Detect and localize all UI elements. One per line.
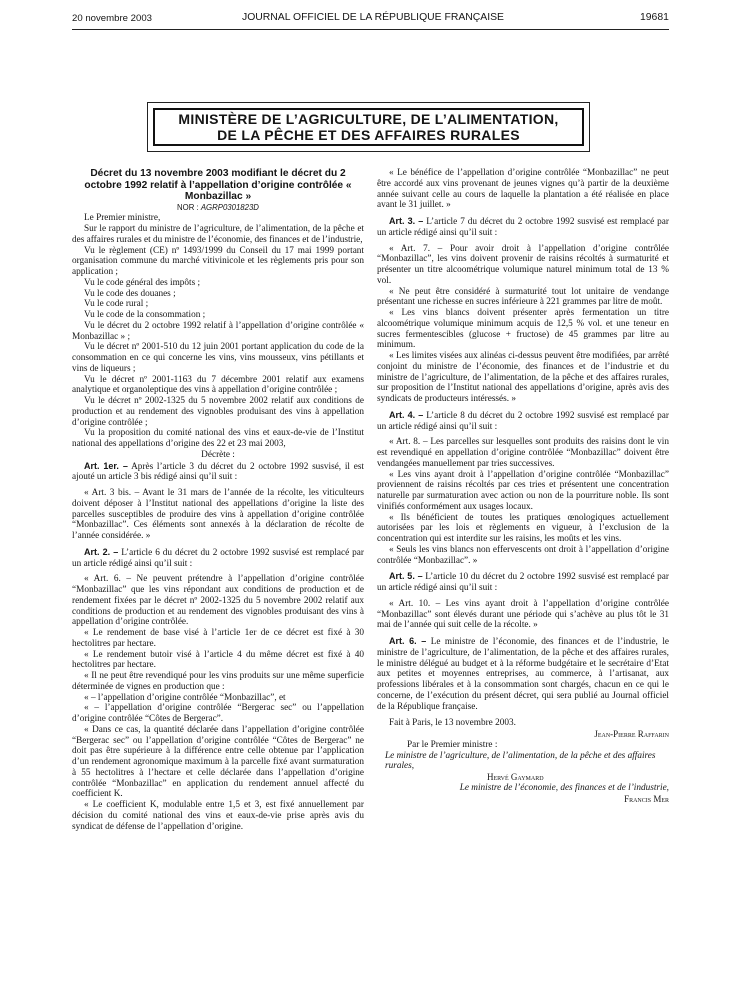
economy-minister-title: Le ministre de l’économie, des finances et de l’industrie, xyxy=(459,782,669,793)
intro-para: Vu le décret nº 2002-1325 du 5 novembre 2002 relatif aux conditions de production et au rendement des vignobles produisant des vins à appellation d’origine contrôlée ; xyxy=(72,396,364,428)
intro-para: Vu le décret nº 2001-510 du 12 juin 2001 portant application du code de la consommation en ce qui concerne les vins, vins mousseux, vins pétillants et vins de liqueurs ; xyxy=(72,342,364,374)
article-2-label: Art. 2. – xyxy=(84,546,119,557)
prime-minister-name: Jean-Pierre Raffarin xyxy=(594,729,669,739)
article-3-para: « Art. 7. – Pour avoir droit à l’appellation d’origine contrôlée “Monbazillac”, les vins doivent provenir de raisins récoltés à surmaturité et présenter un titre alcoométrique volumique naturel minimum total de 13 % vol. xyxy=(377,243,669,286)
intro-para: Vu le code des douanes ; xyxy=(84,288,176,299)
article-1-text: Après l’article 3 du décret du 2 octobre 1992 susvisé, il est ajouté un article 3 bis rédigé ainsi qu’il suit : xyxy=(72,461,364,483)
article-1-label: Art. 1er. – xyxy=(84,460,128,471)
header-page-number: 19681 xyxy=(640,12,669,23)
article-3-para: « Ne peut être considéré à surmaturité tout lot unitaire de vendange présentant une richesse en sucres inférieure à 221 grammes par litre de moût. xyxy=(377,286,669,308)
intro-para: Vu le décret du 2 octobre 1992 relatif à l’appellation d’origine contrôlée « Monbazillac » ; xyxy=(72,320,364,342)
article-1 xyxy=(72,461,364,484)
intro-para: Vu la proposition du comité national des vins et eaux-de-vie de l’Institut national des appellations d’origine des 22 et 23 mai 2003, xyxy=(72,428,364,449)
article-2-continuation: « Le bénéfice de l’appellation d’origine contrôlée “Monbazillac” ne peut être accordé aux vins provenant de jeunes vignes qu’à partir de la deuxième année suivant celle au cours de laquelle la plantation a été réalisée en place avant le 31 juillet. » xyxy=(377,168,669,211)
agriculture-minister-name: Hervé Gaymard xyxy=(487,772,544,782)
article-3-label: Art. 3. – xyxy=(389,216,424,226)
intro-para: Vu le code de la consommation ; xyxy=(84,310,206,320)
ministry-box xyxy=(147,102,590,152)
article-6-label: Art. 6. – xyxy=(389,636,427,646)
decrete-heading: Décrète : xyxy=(201,449,235,460)
page-header xyxy=(0,11,748,29)
economy-minister-name: Francis Mer xyxy=(624,793,669,804)
intro-para: Vu le décret nº 2001-1163 du 7 décembre 2001 relatif aux examens analytique et organoleptique des vins à appellation d’origine contrôlée ; xyxy=(72,374,364,396)
article-3-para: « Les vins blancs doivent présenter après fermentation un titre alcoométrique volumique minimum acquis de 12,5 % vol. et une teneur en sucres fermentescibles (glucose + fructose) de 45 grammes par litre au minimum. xyxy=(377,308,669,351)
article-4-para: « Seuls les vins blancs non effervescents ont droit à l’appellation d’origine contrôlée “Monbazillac”. » xyxy=(377,544,669,566)
article-2-para: « Le rendement butoir visé à l’article 4 du même décret est fixé à 40 hectolitres par hectare. xyxy=(72,649,364,671)
ministry-line-2: DE LA PÊCHE ET DES AFFAIRES RURALES xyxy=(217,127,520,143)
article-1-quote: « Art. 3 bis. – Avant le 31 mars de l’année de la récolte, les viticulteurs doivent déposer à l’Institut national des appellations d’origine la liste des parcelles susceptibles de produire des vins à appellation d’origine contrôlée “Monbazillac”. Ces éléments sont annexés à la déclaration de récolte de l’année considérée. » xyxy=(72,488,364,541)
article-4-para: « Ils bénéficient de toutes les pratiques œnologiques actuellement autorisées par les lois et règlements en vigueur, à l’exclusion de la concentration qui est interdite sur les raisins, les moûts et les vins. xyxy=(377,512,669,544)
nor-reference xyxy=(72,203,364,214)
article-2-para: « – l’appellation d’origine contrôlée “Monbazillac”, et xyxy=(84,692,286,703)
signed-place-date: Fait à Paris, le 13 novembre 2003. xyxy=(389,718,516,729)
nor-value: AGRP0301823D xyxy=(200,202,259,212)
article-5-quote: « Art. 10. – Les vins ayant droit à l’appellation d’origine contrôlée “Monbazillac” sont élevés durant une période qui s’achève au plus tôt le 31 mai de l’année qui suit celle de la récolte. » xyxy=(377,598,669,631)
article-4 xyxy=(377,410,669,433)
right-column xyxy=(377,168,669,804)
article-3 xyxy=(377,216,669,239)
article-4-label: Art. 4. – xyxy=(389,409,424,420)
article-2-para: « Le rendement de base visé à l’article 1er de ce décret est fixé à 30 hectolitres par hectare. xyxy=(72,628,364,649)
article-2-text: L’article 6 du décret du 2 octobre 1992 susvisé est remplacé par un article rédigé ainsi qu’il suit : xyxy=(72,547,364,569)
article-2-para: « Le coefficient K, modulable entre 1,5 et 3, est fixé annuellement par décision du comité national des vins et eaux-de-vie prise après avis du syndicat de défense de l’appellation d’origine. xyxy=(72,800,364,832)
intro-para: Le Premier ministre, xyxy=(84,213,161,224)
header-rule xyxy=(72,29,669,30)
article-2-para: « – l’appellation d’origine contrôlée “Bergerac sec” ou l’appellation d’origine contrôlée “Côtes de Bergerac”. xyxy=(72,703,364,724)
intro-para: Vu le règlement (CE) nº 1493/1999 du Conseil du 17 mai 1999 portant organisation commune du marché vitivinicole et les règlements pris pour son application ; xyxy=(72,245,364,277)
nor-label: NOR : xyxy=(177,202,201,212)
article-2-para: « Dans ce cas, la quantité déclarée dans l’appellation d’origine contrôlée “Bergerac sec” ou l’appellation d’origine contrôlée “Côtes de Bergerac” ne doit pas être supérieure à la différence entre celle obtenue par l’application d’un rendement agronomique maximum à la parcelle fixé avant surmaturation à 55 hectolitres à l’hectare et celle déclarée dans l’appellation d’origine contrôlée “Monbazillac” en application du rendement annuel affecté du coefficient K. xyxy=(72,724,364,800)
ministry-line-1: MINISTÈRE DE L’AGRICULTURE, DE L’ALIMENTATION, xyxy=(178,111,559,127)
signature-block xyxy=(377,718,669,804)
intro-para: Vu le code rural ; xyxy=(84,299,149,310)
article-2-para: « Art. 6. – Ne peuvent prétendre à l’appellation d’origine contrôlée “Monbazillac” que les vins répondant aux conditions de production et de rendement fixées par le décret nº 2002-1325 du 5 novembre 2002 relatif aux conditions de production et au rendement des vignobles produisant des vins à appellation d’origine contrôlée. xyxy=(72,574,364,628)
article-4-para: « Art. 8. – Les parcelles sur lesquelles sont produits des raisins dont le vin est revendiqué en appellation d’origine contrôlée “Monbazillac” doivent être vendangées manuellement par tries successives. xyxy=(377,437,669,469)
article-4-text: L’article 8 du décret du 2 octobre 1992 susvisé est remplacé par un article rédigé ainsi qu’il suit : xyxy=(377,410,669,432)
intro-para: Sur le rapport du ministre de l’agriculture, de l’alimentation, de la pêche et des affaires rurales et du ministre de l’économie, des finances et de l’industrie, xyxy=(72,224,364,245)
article-4-para: « Les vins ayant droit à l’appellation d’origine contrôlée “Monbazillac” proviennent de raisins récoltés par ces tries et présentent une concentration naturelle par surmaturation avec action ou non de la pourriture noble. Ils sont vinifiés conformément aux usages locaux. xyxy=(377,469,669,512)
header-date: 20 novembre 2003 xyxy=(72,13,153,24)
ministry-box-inner xyxy=(153,108,584,146)
article-2-para: « Il ne peut être revendiqué pour les vins produits sur une même superficie déterminée de vignes en production que : xyxy=(72,671,364,692)
article-5-text: L’article 10 du décret du 2 octobre 1992 susvisé est remplacé par un article rédigé ainsi qu’il suit : xyxy=(377,572,669,593)
article-6 xyxy=(377,636,669,712)
article-2 xyxy=(72,547,364,570)
article-3-text: L’article 7 du décret du 2 octobre 1992 susvisé est remplacé par un article rédigé ainsi qu’il suit : xyxy=(377,217,669,238)
intro-para: Vu le code général des impôts ; xyxy=(84,277,201,288)
agriculture-minister-title: Le ministre de l’agriculture, de l’alimentation, de la pêche et des affaires rurales, xyxy=(385,750,656,772)
decree-title: Décret du 13 novembre 2003 modifiant le décret du 2 octobre 1992 relatif à l’appellation d’origine contrôlée « Monbazillac » xyxy=(84,168,352,202)
article-3-para: « Les limites visées aux alinéas ci-dessus peuvent être modifiées, par arrêté conjoint du ministre de l’économie, des finances et de l’industrie et du ministre de l’agriculture, de l’alimentation, de la pêche et des affaires rurales, sur proposition de l’Institut national des appellations d’origine, après avis des syndicats de producteurs intéressés. » xyxy=(377,351,669,404)
left-column xyxy=(72,168,364,832)
header-journal-title: JOURNAL OFFICIEL DE LA RÉPUBLIQUE FRANÇAISE xyxy=(242,12,504,23)
by-prime-minister: Par le Premier ministre : xyxy=(407,739,498,750)
article-6-text: Le ministre de l’économie, des finances et de l’industrie, le ministre de l’agriculture, de l’alimentation, de la pêche et des affaires rurales, le ministre délégué au budget et à la réforme budgétaire et le secrétaire d’Etat aux petites et moyennes entreprises, au commerce, à l’artisanat, aux professions libérales et à la consommation sont chargés, chacun en ce qui le concerne, de l’exécution du présent décret, qui sera publié au Journal officiel de la République française. xyxy=(377,637,669,712)
article-5 xyxy=(377,571,669,594)
article-5-label: Art. 5. – xyxy=(389,571,423,582)
